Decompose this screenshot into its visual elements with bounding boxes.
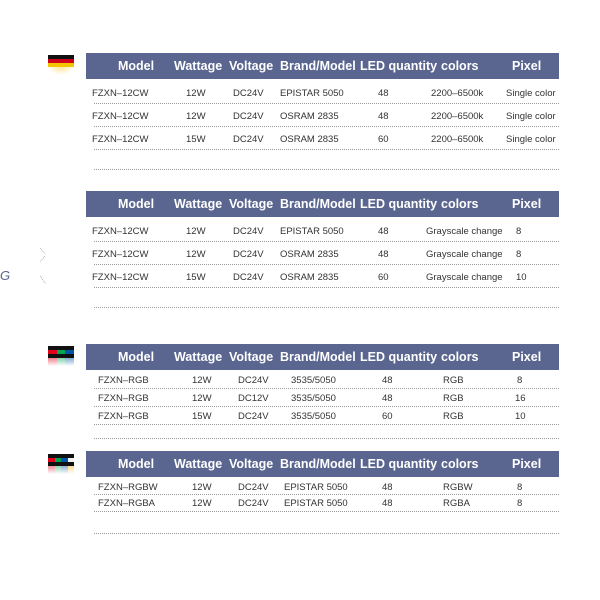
col-led-quantity: LED quantity: [360, 59, 438, 73]
col-colors: colors: [441, 197, 479, 211]
cell-colors: RGBW: [443, 482, 473, 493]
table-header: [86, 451, 559, 477]
col-voltage: Voltage: [229, 59, 274, 73]
spec-table-grayscale: [86, 191, 559, 352]
col-voltage: Voltage: [229, 350, 274, 364]
cell-brand: OSRAM 2835: [280, 249, 339, 260]
cell-brand: OSRAM 2835: [280, 272, 339, 283]
table-row: [86, 495, 559, 512]
cell-led: 48: [382, 482, 393, 493]
table-header: [86, 53, 559, 79]
table-row: [86, 407, 559, 425]
cell-pixel: Single color: [506, 134, 556, 145]
cell-voltage: DC24V: [238, 498, 269, 509]
cell-model: FZXN–12CW: [92, 226, 149, 237]
cell-model: FZXN–12CW: [92, 272, 149, 283]
cell-led: 48: [382, 393, 393, 404]
cell-model: FZXN–12CW: [92, 88, 149, 99]
col-wattage: Wattage: [174, 350, 223, 364]
cell-wattage: 12W: [186, 111, 206, 122]
table-row: [86, 370, 559, 389]
table-header: [86, 344, 559, 370]
cell-led: 60: [378, 134, 389, 145]
cell-wattage: 12W: [192, 375, 212, 386]
cell-pixel: 8: [516, 249, 522, 260]
empty-row: [86, 512, 559, 534]
cell-colors: RGB: [443, 375, 464, 386]
cell-led: 48: [382, 375, 393, 386]
cell-colors: RGB: [443, 411, 464, 422]
col-brand: Brand/Model: [280, 197, 356, 211]
cell-colors: 2200–6500k: [431, 88, 484, 99]
col-colors: colors: [441, 350, 479, 364]
cell-colors: Grayscale change: [426, 226, 503, 237]
cell-wattage: 12W: [192, 393, 212, 404]
table-row: [86, 81, 559, 104]
cell-colors: Grayscale change: [426, 249, 503, 260]
cell-model: FZXN–12CW: [92, 249, 149, 260]
cell-brand: EPISTAR 5050: [280, 88, 344, 99]
cell-voltage: DC24V: [233, 226, 264, 237]
side-ornament-glyph: G: [0, 268, 11, 283]
col-pixel: Pixel: [512, 457, 542, 471]
col-brand: Brand/Model: [280, 59, 356, 73]
cell-brand: EPISTAR 5050: [280, 226, 344, 237]
cell-brand: EPISTAR 5050: [284, 482, 348, 493]
cell-voltage: DC24V: [233, 272, 264, 283]
cell-brand: EPISTAR 5050: [284, 498, 348, 509]
cell-colors: RGBA: [443, 498, 470, 509]
col-voltage: Voltage: [229, 197, 274, 211]
col-led-quantity: LED quantity: [360, 457, 438, 471]
spec-table-rgb: [86, 344, 559, 439]
cell-brand: 3535/5050: [291, 393, 336, 404]
cell-brand: OSRAM 2835: [280, 134, 339, 145]
cell-colors: 2200–6500k: [431, 111, 484, 122]
cell-model: FZXN–12CW: [92, 111, 149, 122]
side-ornament-icon: [38, 246, 52, 286]
col-voltage: Voltage: [229, 457, 274, 471]
cell-model: FZXN–12CW: [92, 134, 149, 145]
cell-voltage: DC12V: [238, 393, 269, 404]
cell-wattage: 15W: [186, 272, 206, 283]
col-pixel: Pixel: [512, 59, 542, 73]
cell-model: FZXN–RGBW: [98, 482, 158, 493]
cell-wattage: 12W: [186, 88, 206, 99]
col-pixel: Pixel: [512, 350, 542, 364]
cell-pixel: 10: [516, 272, 527, 283]
cell-colors: 2200–6500k: [431, 134, 484, 145]
table-row: [86, 219, 559, 242]
table-row: [86, 242, 559, 265]
cell-brand: 3535/5050: [291, 375, 336, 386]
cell-pixel: 8: [516, 226, 522, 237]
cell-voltage: DC24V: [238, 411, 269, 422]
single-color-flag-icon: [48, 55, 74, 75]
cell-colors: Grayscale change: [426, 272, 503, 283]
cell-led: 48: [378, 111, 389, 122]
empty-row: [86, 425, 559, 439]
cell-model: FZXN–RGB: [98, 393, 149, 404]
cell-pixel: Single color: [506, 111, 556, 122]
empty-row: [86, 288, 559, 308]
cell-voltage: DC24V: [238, 375, 269, 386]
spec-table-rgbw: [86, 451, 559, 534]
cell-wattage: 15W: [192, 411, 212, 422]
col-model: Model: [118, 197, 155, 211]
cell-led: 48: [378, 249, 389, 260]
cell-pixel: Single color: [506, 88, 556, 99]
cell-model: FZXN–RGB: [98, 375, 149, 386]
rgb-flag-icon: [48, 346, 74, 366]
cell-colors: RGB: [443, 393, 464, 404]
table-row: [86, 104, 559, 127]
cell-pixel: 16: [515, 393, 526, 404]
col-brand: Brand/Model: [280, 457, 356, 471]
col-colors: colors: [441, 457, 479, 471]
cell-pixel: 10: [515, 411, 526, 422]
col-brand: Brand/Model: [280, 350, 356, 364]
cell-led: 48: [378, 226, 389, 237]
table-row: [86, 127, 559, 150]
col-colors: colors: [441, 59, 479, 73]
cell-model: FZXN–RGBA: [98, 498, 156, 509]
cell-voltage: DC24V: [238, 482, 269, 493]
cell-led: 48: [378, 88, 389, 99]
col-wattage: Wattage: [174, 59, 223, 73]
col-led-quantity: LED quantity: [360, 350, 438, 364]
spec-table-single-color: [86, 53, 559, 170]
empty-row: [86, 150, 559, 170]
cell-led: 60: [382, 411, 393, 422]
rgbw-flag-icon: [48, 454, 74, 474]
col-wattage: Wattage: [174, 457, 223, 471]
col-model: Model: [118, 457, 155, 471]
cell-led: 60: [378, 272, 389, 283]
cell-pixel: 8: [517, 375, 523, 386]
cell-brand: 3535/5050: [291, 411, 336, 422]
cell-wattage: 12W: [192, 482, 212, 493]
cell-wattage: 12W: [186, 249, 206, 260]
cell-pixel: 8: [517, 482, 523, 493]
col-model: Model: [118, 59, 155, 73]
cell-wattage: 12W: [186, 226, 206, 237]
cell-pixel: 8: [517, 498, 523, 509]
cell-voltage: DC24V: [233, 249, 264, 260]
cell-voltage: DC24V: [233, 111, 264, 122]
cell-wattage: 15W: [186, 134, 206, 145]
cell-led: 48: [382, 498, 393, 509]
cell-wattage: 12W: [192, 498, 212, 509]
col-model: Model: [118, 350, 155, 364]
cell-voltage: DC24V: [233, 134, 264, 145]
cell-model: FZXN–RGB: [98, 411, 149, 422]
table-row: [86, 477, 559, 495]
col-led-quantity: LED quantity: [360, 197, 438, 211]
col-pixel: Pixel: [512, 197, 542, 211]
table-row: [86, 389, 559, 407]
cell-voltage: DC24V: [233, 88, 264, 99]
table-header: [86, 191, 559, 217]
table-row: [86, 265, 559, 288]
col-wattage: Wattage: [174, 197, 223, 211]
cell-brand: OSRAM 2835: [280, 111, 339, 122]
